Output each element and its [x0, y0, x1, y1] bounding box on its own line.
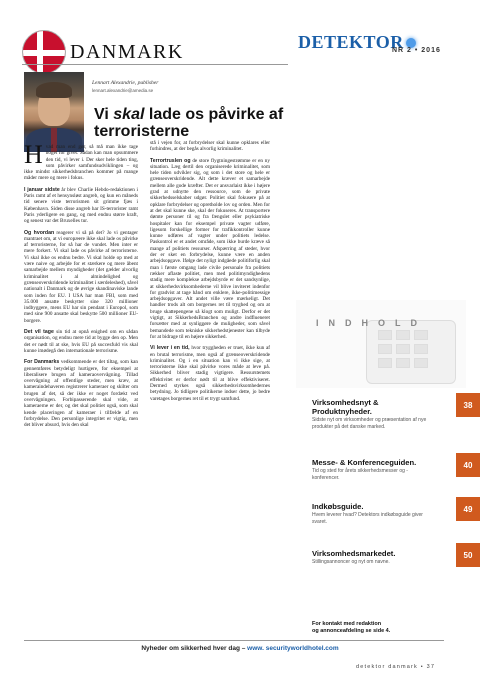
article-column-1 — [24, 140, 138, 433]
paragraph-6: stå i vejen for, at forbrydelser skal kunne opklares eller forhindres, at der begås alvorlig kriminalitet. — [150, 140, 270, 153]
article-column-2 — [150, 140, 270, 407]
byline-name: Lennart Alexandrie, publisher — [92, 80, 159, 86]
logo-dot-icon — [406, 38, 416, 48]
toc-item-title: Messe- & Konferenceguiden. — [312, 458, 417, 467]
paragraph-5: For Danmarks vedkommende er det tiltag, som kan gennemføres betydeligt hurtigere, for eksempel at liberalisere brugen af kameraovervågning. Tillad overvågning af offentlige steder, men kræv, at kameraindehaveren registrerer kameraer og skilter om brugen af det, så der ikke er noget fordækt ved overvågningen. Forbipasserende skal vide, at kameraerne er der, og det skal politiet også, som skal kende placeringen af kameraer i tilfælde af en forbrydelse. Den personlige integritet er vigtig, men det bliver absurd, hvis den skal — [24, 359, 138, 429]
paragraph-1: Hvad man end gør, så må man ikke tage noget for givet. Sådan kan man opsummere den tid, vi lever i. Der sker hele tiden ting, som påvirker samfundsudviklingen – og ikke mindst sikkerhedsbranchen kommer på mange måder mere og mere i fokus. — [24, 140, 138, 182]
footer-link[interactable]: www. securityworldhotel.com — [247, 645, 339, 652]
toc-item[interactable] — [312, 458, 432, 481]
footer-divider — [24, 640, 444, 641]
article-headline: Vi skal lade os påvirke af terroristerne — [94, 106, 284, 140]
detektor-logo: DETEKTOR — [298, 32, 416, 53]
page-number-badge[interactable]: 40 — [456, 453, 480, 477]
paragraph-2: I januar sidste år blev Charlie Hebdo-redaktionen i Paris ramt af et hensynsløst angreb, og kun en måneds tid senere viste terrorismen sit grimme fjæs i København. Siden disse angreb har IS-terrorister ramt Paris yderligere en gang, og med endnu større kraft, og senest var det Bruxelles tur. — [24, 186, 138, 225]
keypad-image — [296, 300, 466, 388]
toc-item[interactable] — [312, 549, 432, 566]
byline-email: lennart.alexandrie@amedia.se — [92, 88, 154, 93]
page-number-badge[interactable]: 50 — [456, 543, 480, 567]
toc-item-title: Virksomhedsmarkedet. — [312, 549, 396, 558]
toc-item-desc: Sidste nyt om virksomheder og præsentation af nye produkter på det danske marked. — [312, 417, 427, 430]
section-title: DANMARK — [70, 40, 184, 63]
footer-banner: Nyheder om sikkerhed hver dag – www. securityworldhotel.com — [141, 645, 339, 652]
toc-item[interactable] — [312, 398, 432, 430]
paragraph-8: Vi lever i en tid, hvor tryggheden er truet, ikke kun af en brutal terrorisme, men også af grænseoverskridende kriminalitet. Og i en situation kan vi ikke sige, at terroristerne ikke skal påvirke vores måde at leve på. Sikkerhed bliver stadig vigtigere. Ressurstemets effektivitet er derfor nødt til at blive effektiviseret. Dermed styrkes også sikkerhedsvirksomhedernes betydning. Jo tidligere politikerne indser dette, jo bedre varetages borgernes ret til et trygt samfund. — [150, 345, 270, 402]
danmark-header — [22, 30, 184, 74]
paragraph-3: Og hvordan reagerer vi så på det? Jo vi gentager mantraet om, at vi europæere ikke skal lade os påvirke af terroristerne, for så har de vundet. Men inter er mere forkert. Vi skal lade os påvirke af terroristerne. Vi skal ikke os endnu bedre. Vi skal holde op med at være naive og arbejde for et stærkere og mere åbent samarbejde mellem myndigheder (det gælder alvorlig kriminalitet i al almindelighed og grænseoverskridende kriminalitet i særdeleshed), såvel nationalt i Danmark og de øvrige skandinaviske lande som inden for EU. I USA har man FBI, som med 35.000 ansatte beskytter sine 320 millioner indbyggere, mens EU har sin pendant i Europol, som med sine 900 ansatte skal beskytte 500 millioner EU-borgere. — [24, 229, 138, 324]
toc-item-desc: Stillingsannoncer og nyt om navne. — [312, 559, 390, 565]
page-number-badge[interactable]: 38 — [456, 393, 480, 417]
kontakt-note: For kontakt med redaktion og annonceafdeling se side 4. — [312, 621, 391, 634]
paragraph-4: Det vil tage sin tid at opnå enighed om en sådan organisation, og endnu mere tid at bygge den op. Men det er nødt til at ske, hvis EU på succesfuld vis skal kunne imødegå den internationale terrorisme. — [24, 329, 138, 354]
issue-number: NR 2 • 2016 — [392, 47, 441, 54]
toc-item-desc: Tid og sted for årets sikkerhedsmesser og -konferencer. — [312, 468, 408, 481]
toc-item-desc: Hvem leverer hvad? Detektors indkøbsguide giver svaret. — [312, 512, 423, 525]
indhold-title: INDHOLD — [316, 318, 427, 328]
paragraph-7: Terrortruslen og de store flygtningestrømme er en ny situation. Læg dertil den organiserede kriminalitet, som hele tiden udvikler sig, og som i det store og hele er grænseoverskridende. Alt dette kræver et samarbejde mellem alle gode kræfter. Det er ansvarlaist ikke i højere grad at udnytte den ressource, som de private sikkerhedsselskaber udgør. Politiet skal fokusere på at opklare forbrydelser og opretholde lov og orden. Men for at det skal kunne ske, skal der fokuseres. At transportere dømte personer til og fra fængslet eller psykiatriske hospitaler kan for eksempel private vagter udføre, ligesom forskellige former for trafikkontroller kunne kunne udføres af vagter under politiets ledelse. Paskontrol er et andet område, som ikke burde kræve så mange af politiets ressurser. Afspærring af steder, hvor der er sket en forbrydelse, kunne være en anden arbejdsopgave. Ifølge det nyligt indgåede politiforlig skal man i første omgang lade civile personale fra politiets rækker aflaste politiet, men med politimyndighedens stadig mere komplekse arbejdsbyrde er det sandsynlige, at sikkerhedsvirksomhederne vil blive inviteret indenfor for gradvist at tage hånd om enklere, ikke-politimessige arbejdsopgaver. Alt andet ville være mærkeligt. Det handler trods alt om borgernes ret til tryghed og om at bruge skattepengene så klogt som muligt. Derfor er det vigtigt, at SikkerhedsBranchen og andre indflueneret forsætter med at synliggøre de muligheder, som såvel bemandede som tekniske sikkerhedstjenester kan tilbyde for at bidrage til en højere sikkerhed. — [150, 157, 270, 340]
header-divider — [22, 64, 288, 65]
toc-item-title: Virksomhedsnyt & Produktnyheder. — [312, 398, 379, 416]
page-number-badge[interactable]: 49 — [456, 497, 480, 521]
toc-item-title: Indkøbsguide. — [312, 502, 364, 511]
toc-item[interactable] — [312, 502, 432, 525]
page-footer: detektor danmark • 37 — [356, 664, 436, 670]
danish-flag-icon — [22, 30, 66, 74]
dropcap: H — [24, 140, 43, 169]
